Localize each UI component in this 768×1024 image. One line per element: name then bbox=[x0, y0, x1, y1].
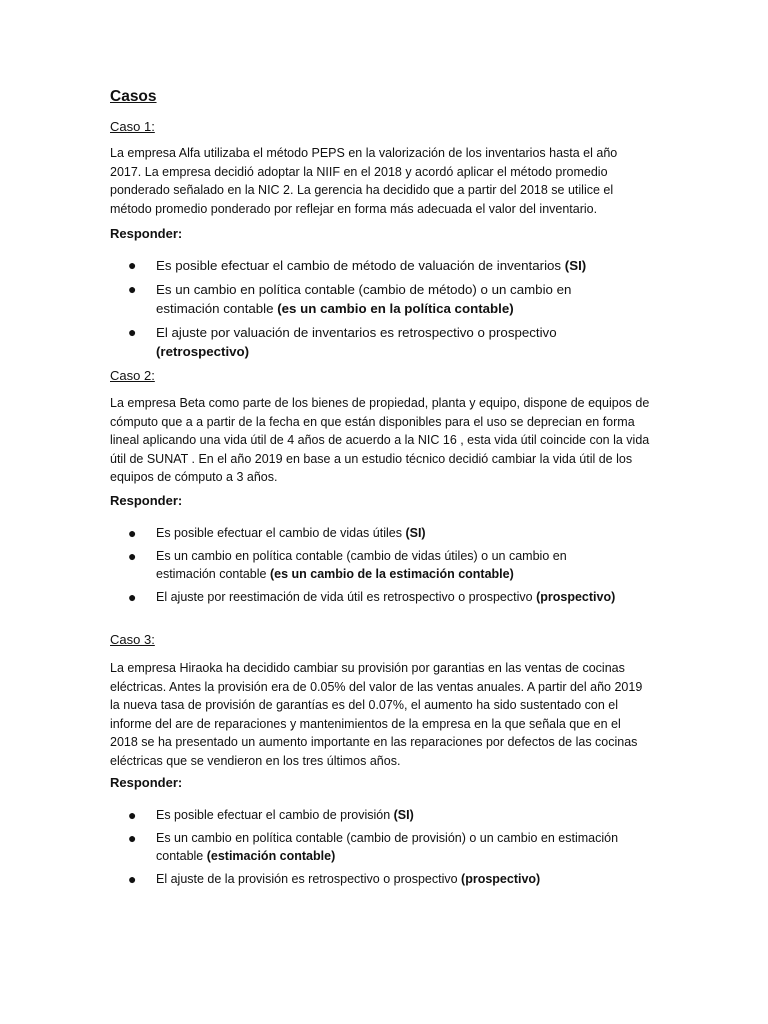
case-3-answer-list bbox=[128, 806, 628, 892]
case-2-responder-label: Responder: bbox=[110, 493, 183, 508]
answer-text: (es un cambio de la estimación contable) bbox=[269, 567, 514, 581]
question-text: El ajuste por valuación de inventarios es retrospectivo o prospectivo bbox=[156, 324, 557, 340]
answer-text: (SI) bbox=[564, 258, 587, 273]
page-title: Casos bbox=[110, 88, 157, 105]
list-item bbox=[128, 829, 628, 866]
question-text: Es posible efectuar el cambio de vidas útiles bbox=[156, 526, 406, 540]
list-item bbox=[128, 588, 628, 607]
question-text: Es un cambio en política contable (cambio de método) o un cambio en estimación contable bbox=[156, 281, 572, 316]
bullet-icon: ● bbox=[128, 870, 137, 887]
bullet-icon: ● bbox=[128, 829, 137, 846]
answer-text: (es un cambio en la política contable) bbox=[277, 301, 514, 316]
case-3-heading: Caso 3: bbox=[110, 632, 155, 647]
bullet-icon: ● bbox=[128, 547, 137, 564]
answer-text: (estimación contable) bbox=[206, 849, 336, 863]
list-item bbox=[128, 870, 628, 889]
bullet-icon: ● bbox=[128, 525, 137, 541]
answer-text: (prospectivo) bbox=[461, 871, 541, 886]
answer-text: (SI) bbox=[393, 808, 414, 822]
bullet-icon: ● bbox=[128, 588, 137, 605]
bullet-icon: ● bbox=[128, 807, 137, 823]
case-1-paragraph: La empresa Alfa utilizaba el método PEPS en la valorización de los inventarios hasta el año 2017. La empresa decidió adoptar la NIIF en el 2018 y acordó aplicar el método promedio ponderado señalado en la NIC 2. La gerencia ha decidido que a partir del 2018 se utilice el método promedio ponderado por reflejar en forma más adecuada el valor del inventario. bbox=[110, 146, 618, 216]
case-1-answer-list bbox=[128, 256, 628, 366]
question-text: Es un cambio en política contable (cambio de provisión) o un cambio en estimación contable bbox=[156, 830, 619, 863]
list-item bbox=[128, 280, 628, 319]
list-item bbox=[128, 256, 628, 276]
case-2-paragraph: La empresa Beta como parte de los bienes de propiedad, planta y equipo, dispone de equipos de cómputo que a a partir de la fecha en que están disponibles para el uso se deprecian en forma lineal aplicando una vida útil de 4 años de acuerdo a la NIC 16 , esta vida útil coincide con la vida útil de SUNAT . En el año 2019 en base a un estudio técnico decidió cambiar la vida útil de los equipos de cómputo a 3 años. bbox=[110, 396, 650, 484]
question-text: Es posible efectuar el cambio de provisión bbox=[156, 808, 394, 822]
case-3-responder-label: Responder: bbox=[110, 775, 183, 790]
question-text: Es posible efectuar el cambio de método de valuación de inventarios bbox=[156, 258, 565, 273]
case-2-heading: Caso 2: bbox=[110, 368, 155, 383]
case-2-answer-list bbox=[128, 524, 628, 610]
list-item bbox=[128, 323, 628, 362]
bullet-icon: ● bbox=[128, 257, 137, 273]
answer-text: (SI) bbox=[405, 526, 426, 540]
list-item bbox=[128, 806, 628, 825]
question-text: El ajuste por reestimación de vida útil es retrospectivo o prospectivo bbox=[156, 589, 537, 604]
bullet-icon: ● bbox=[128, 280, 137, 297]
list-item bbox=[128, 524, 628, 543]
case-1-heading: Caso 1: bbox=[110, 119, 155, 134]
case-3-paragraph: La empresa Hiraoka ha decidido cambiar su provisión por garantias en las ventas de cocinas eléctricas. Antes la provisión era de 0.05% del valor de las ventas anuales. A partir del año 2019 la nueva tasa de provisión de garantías es del 0.07%, el aumento ha sido sustentado con el informe del are de reparaciones y mantenimientos de la empresa en la que señala que en el 2018 se ha presentado un aumento importante en las reparaciones por defectos de las cocinas eléctricas que se vendieron en los tres últimos años. bbox=[110, 661, 643, 768]
answer-text: (retrospectivo) bbox=[156, 344, 250, 359]
bullet-icon: ● bbox=[128, 323, 137, 340]
answer-text: (prospectivo) bbox=[536, 589, 616, 604]
question-text: Es un cambio en política contable (cambio de vidas útiles) o un cambio en estimación contable bbox=[156, 548, 567, 581]
question-text: El ajuste de la provisión es retrospectivo o prospectivo bbox=[156, 871, 462, 886]
list-item bbox=[128, 547, 628, 584]
case-1-responder-label: Responder: bbox=[110, 226, 183, 241]
